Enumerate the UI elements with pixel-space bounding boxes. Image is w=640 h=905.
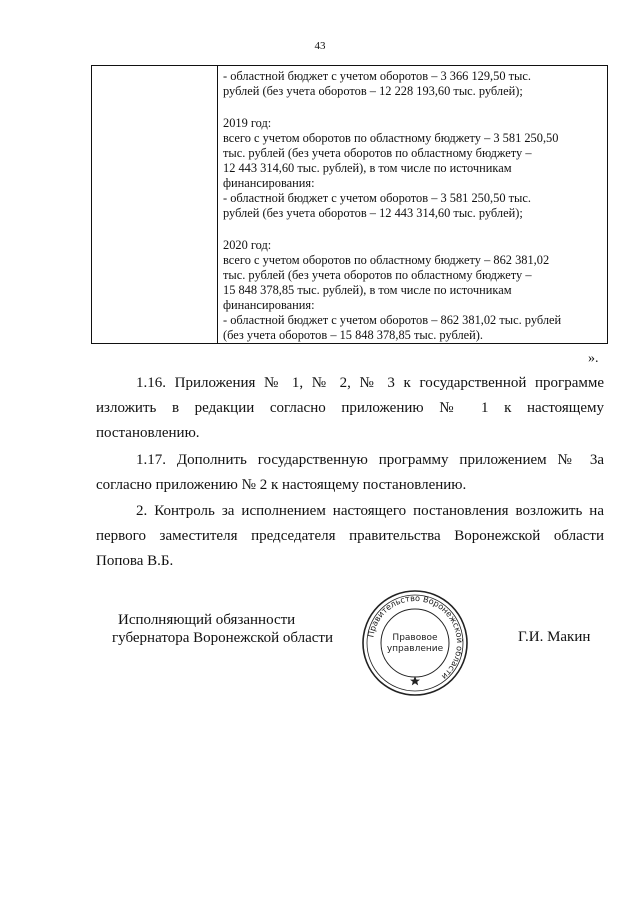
financing-line: - областной бюджет с учетом оборотов – 3 366 129,50 тыс. [223, 69, 531, 83]
financing-table-left-cell [92, 66, 218, 343]
financing-line: - областной бюджет с учетом оборотов – 3 581 250,50 тыс. [223, 191, 531, 205]
financing-line: рублей (без учета оборотов – 12 443 314,60 тыс. рублей); [223, 206, 523, 220]
seal-inner-text-line2: управление [386, 644, 444, 654]
signatory-position-line: Исполняющий обязанности [118, 612, 296, 628]
financing-line: тыс. рублей (без учета оборотов по областному бюджету – [223, 146, 532, 160]
financing-line: (без учета оборотов – 15 848 378,85 тыс. рублей). [223, 328, 483, 342]
financing-table [91, 65, 608, 344]
financing-line: тыс. рублей (без учета оборотов по областному бюджету – [223, 268, 532, 282]
paragraph-1-16-text: 1.16. Приложения № 1, № 2, № 3 к государственной программе изложить в редакции согласно приложению № 1 к настоящему постановлению. [96, 375, 604, 441]
financing-line: 12 443 314,60 тыс. рублей), в том числе по источникам [223, 161, 512, 175]
financing-line: финансирования: [223, 298, 315, 312]
signatory-name: Г.И. Макин [518, 629, 591, 645]
official-seal-stamp [360, 588, 470, 698]
financing-year-heading: 2020 год: [223, 238, 272, 252]
paragraph-1-16 [96, 371, 604, 446]
financing-line: финансирования: [223, 176, 315, 190]
financing-line: всего с учетом оборотов по областному бюджету – 862 381,02 [223, 253, 550, 267]
seal-outer-text: Правительство Воронежской области [365, 592, 466, 682]
financing-year-heading: 2019 год: [223, 116, 272, 130]
seal-inner-text-line1: Правовое [392, 633, 438, 643]
star-icon [410, 676, 420, 685]
financing-line: 15 848 378,85 тыс. рублей), в том числе по источникам [223, 283, 512, 297]
paragraph-2-text: 2. Контроль за исполнением настоящего постановления возложить на первого заместителя председателя правительства Воронежской области Попова В.Б. [96, 503, 604, 569]
page-number: 43 [314, 40, 326, 52]
financing-line: рублей (без учета оборотов – 12 228 193,60 тыс. рублей); [223, 84, 523, 98]
paragraph-2 [96, 499, 604, 574]
paragraph-1-17-text: 1.17. Дополнить государственную программу приложением № 3а согласно приложению № 2 к настоящему постановлению. [96, 452, 604, 493]
signatory-position [112, 611, 342, 647]
signatory-position-line: губернатора Воронежской области [112, 630, 333, 646]
paragraph-1-17 [96, 448, 604, 498]
closing-quote: ». [588, 351, 599, 366]
financing-line: всего с учетом оборотов по областному бюджету – 3 581 250,50 [223, 131, 559, 145]
financing-table-right-cell [223, 69, 602, 343]
financing-line: - областной бюджет с учетом оборотов – 862 381,02 тыс. рублей [223, 313, 562, 327]
